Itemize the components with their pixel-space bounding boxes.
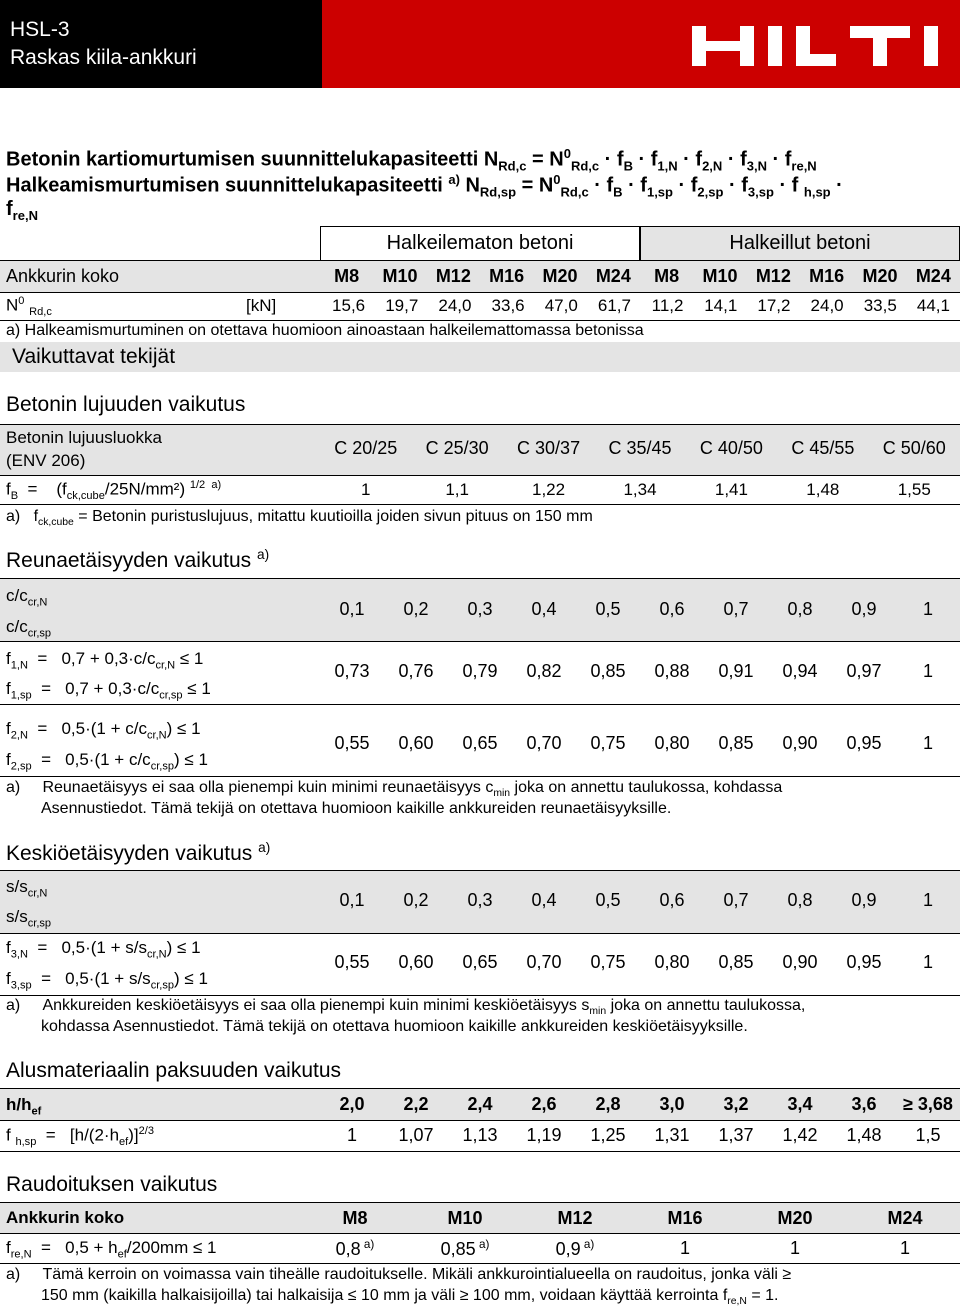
uncracked-header: Halkeilematon betoni xyxy=(320,226,640,260)
formula-1-label: Betonin kartiomurtumisen suunnittelukapasiteetti xyxy=(6,148,479,171)
fb-formula: $f_B$ = $(f_{ck,cube}/25N/mm^2)$ $^{1/2 a)}$ xyxy=(6,479,222,503)
reinf-note-2-wrap: 150 mm (kaikilla halkaisijoilla) tai halkaisija ≤ 10 mm ja väli ≥ 100 mm, voidaan käyttää kerrointa $f_{re,N} = 1$. xyxy=(41,1287,779,1308)
fhsp-value: 1,42 xyxy=(782,1125,818,1145)
hilti-logo-icon xyxy=(692,26,944,66)
size-cell: M24 xyxy=(595,266,631,286)
f2sp-formula: $f_{2,sp} = 0,5\cdot(1 + c/c_{cr,sp}) \le 1$ xyxy=(6,750,208,773)
product-code: HSL-3 xyxy=(10,18,70,41)
strength-class: C 30/37 xyxy=(517,438,581,458)
f2-row xyxy=(0,713,960,777)
f3-value: 0,85 xyxy=(718,952,754,972)
spacing-ratio: 0,6 xyxy=(659,890,685,910)
influencing-title: Vaikuttavat tekijät xyxy=(12,345,176,368)
freN-value: 0,85 $^{a)}$ xyxy=(440,1238,490,1259)
f3-value: 0,60 xyxy=(398,952,434,972)
freN-value: 1 xyxy=(899,1238,910,1258)
capacity-value: 24,0 xyxy=(438,296,472,315)
f1-row xyxy=(0,641,960,705)
spacing-ratio: 0,9 xyxy=(851,890,877,910)
thickness-ratio-row xyxy=(0,1088,960,1121)
f3-value: 1 xyxy=(922,952,933,972)
size-cell: M20 xyxy=(862,266,898,286)
thickness-ratio: 3,2 xyxy=(723,1094,749,1114)
f1sp-formula: $f_{1,sp} = 0,7 + 0,3\cdot c/c_{cr,sp} \le 1$ xyxy=(6,679,211,702)
capacity-note: a) Halkeamismurtuminen on otettava huomioon ainoastaan halkeilemattomassa betonissa xyxy=(6,322,644,339)
capacity-value: 17,2 xyxy=(757,296,791,315)
f3-value: 0,55 xyxy=(334,952,370,972)
f3-value: 0,80 xyxy=(654,952,690,972)
size-cell: M24 xyxy=(915,266,951,286)
thickness-ratio: 2,2 xyxy=(403,1094,429,1114)
f1-value: 0,94 xyxy=(782,661,818,681)
f2n-formula: $f_{2,N} = 0,5\cdot(1 + c/c_{cr,N}) \le 1$ xyxy=(6,719,201,742)
spacing-ratio-row xyxy=(0,870,960,934)
formula-2-label: Halkeamismurtumisen suunnittelukapasiteetti xyxy=(6,174,443,197)
freN-formula: $f_{re,N} = 0,5 + h_{ef}/200mm \le 1$ xyxy=(6,1238,217,1261)
f2-value: 0,70 xyxy=(526,733,562,753)
edge-title: Reunaetäisyyden vaikutus $^{a)}$ xyxy=(6,547,270,572)
f2-value: 0,65 xyxy=(462,733,498,753)
thickness-ratio: 2,8 xyxy=(595,1094,621,1114)
thickness-ratio: 2,0 xyxy=(339,1094,365,1114)
f2-value: 0,55 xyxy=(334,733,370,753)
capacity-value: 15,6 xyxy=(332,296,366,315)
spacing-ratio: 1 xyxy=(922,890,933,910)
strength-class: C 50/60 xyxy=(882,438,946,458)
fhsp-value: 1,25 xyxy=(590,1125,626,1145)
edge-ratio: 1 xyxy=(922,599,933,619)
influencing-bar xyxy=(0,342,960,372)
f3-value: 0,95 xyxy=(846,952,882,972)
edge-ratio: 0,9 xyxy=(851,599,877,619)
thickness-ratio: 3,0 xyxy=(659,1094,685,1114)
strength-class-row xyxy=(0,424,960,476)
reinforcement-title: Raudoituksen vaikutus xyxy=(6,1173,218,1196)
fhsp-value: 1,37 xyxy=(718,1125,754,1145)
capacity-value: 19,7 xyxy=(385,296,419,315)
capacity-value: 24,0 xyxy=(810,296,844,315)
f1-value: 0,97 xyxy=(846,661,882,681)
f2-value: 0,95 xyxy=(846,733,882,753)
reinf-size: M8 xyxy=(342,1208,368,1228)
nrdc-row xyxy=(0,292,960,321)
strength-value: 1,1 xyxy=(445,480,469,499)
spacing-title-text: Keskiöetäisyyden vaikutus xyxy=(6,842,253,865)
thickness-ratio: 2,6 xyxy=(531,1094,557,1114)
edge-ratio-row xyxy=(0,578,960,642)
f3-value: 0,70 xyxy=(526,952,562,972)
f1-value: 1 xyxy=(922,661,933,681)
spacing-title: Keskiöetäisyyden vaikutus $^{a)}$ xyxy=(6,840,271,865)
f2-value: 0,60 xyxy=(398,733,434,753)
spacing-ratio: 0,3 xyxy=(467,890,493,910)
capacity-value: 33,5 xyxy=(863,296,897,315)
strength-value-row xyxy=(0,475,960,505)
strength-class: C 40/50 xyxy=(699,438,763,458)
size-cell: M16 xyxy=(489,266,525,286)
freN-value: 1 xyxy=(679,1238,690,1258)
thickness-ratio: 3,4 xyxy=(787,1094,813,1114)
f1-value: 0,88 xyxy=(654,661,690,681)
fhsp-formula: f $_{h,sp} = [h/(2\cdot h_{ef})]^{2/3}$ xyxy=(6,1125,154,1149)
formula-splitting-failure: Halkeamismurtumisen suunnittelukapasiteetti $^{a)}$ $N_{Rd,sp} = N^0_{Rd,c} \cdot f_B \cdot f_{1,sp} \cdot f_{2,sp} \cdot f_{3,sp} \cdot f$ $_{h,sp}$ · xyxy=(6,172,843,200)
f1-value: 0,73 xyxy=(334,661,370,681)
size-row xyxy=(0,260,960,293)
f1-value: 0,76 xyxy=(398,661,434,681)
edge-ratio: 0,4 xyxy=(531,599,557,619)
formula-splitting-cont: $f_{re,N}$ xyxy=(6,198,38,223)
spacing-note: a) Ankkureiden keskiöetäisyys ei saa olla pienempi kuin minimi keskiöetäisyys $s_{min}$ joka on annettu taulukossa, xyxy=(6,997,806,1018)
s-scrn-label: $s/s_{cr,N}$ xyxy=(6,877,48,900)
edge-ratio: 0,5 xyxy=(595,599,621,619)
edge-note-1: Reunaetäisyys ei saa olla pienempi kuin minimi reunaetäisyys c xyxy=(42,779,494,796)
f1-value: 0,79 xyxy=(462,661,498,681)
size-cell: M8 xyxy=(334,266,360,286)
spacing-note-1: Ankkureiden keskiöetäisyys ei saa olla pienempi kuin minimi keskiöetäisyys s xyxy=(42,997,590,1014)
edge-ratio: 0,1 xyxy=(339,599,365,619)
freN-value: 1 xyxy=(789,1238,800,1258)
size-cell: M10 xyxy=(702,266,738,286)
f1-value: 0,82 xyxy=(526,661,562,681)
formula-cone-failure: Betonin kartiomurtumisen suunnittelukapasiteetti $N_{Rd,c} = N^0_{Rd,c} \cdot f_B \cdot f_{1,N} \cdot f_{2,N} \cdot f_{3,N} \cdot f_{re,N}$ xyxy=(6,146,817,174)
capacity-value: 61,7 xyxy=(597,296,631,315)
size-cell: M12 xyxy=(755,266,791,286)
spacing-ratio: 0,4 xyxy=(531,890,557,910)
f3-value: 0,75 xyxy=(590,952,626,972)
f3n-formula: $f_{3,N} = 0,5\cdot(1 + s/s_{cr,N}) \le 1$ xyxy=(6,938,201,961)
edge-note-2: Asennustiedot. Tämä tekijä on otettava huomioon kaikille ankkureiden reunaetäisyyksille. xyxy=(41,800,672,817)
size-cell: M16 xyxy=(809,266,845,286)
freN-value: 0,9 $^{a)}$ xyxy=(555,1238,595,1259)
reinf-size: M16 xyxy=(667,1208,703,1228)
f2-value: 1 xyxy=(922,733,933,753)
f3sp-formula: $f_{3,sp} = 0,5\cdot(1 + s/s_{cr,sp}) \le 1$ xyxy=(6,969,208,992)
capacity-value: 14,1 xyxy=(704,296,738,315)
cracked-header: Halkeillut betoni xyxy=(640,226,960,260)
size-cell: M8 xyxy=(654,266,680,286)
strength-class: C 45/55 xyxy=(791,438,855,458)
edge-ratio: 0,6 xyxy=(659,599,685,619)
strength-class-std: (ENV 206) xyxy=(6,451,86,470)
strength-class: C 35/45 xyxy=(608,438,672,458)
fhsp-row xyxy=(0,1120,960,1152)
size-cell: M12 xyxy=(435,266,471,286)
strength-class: C 25/30 xyxy=(425,438,489,458)
spacing-ratio: 0,8 xyxy=(787,890,813,910)
nrdc-label: $N^0$ $_{Rd,c}$ xyxy=(6,295,52,319)
page-header xyxy=(0,0,960,88)
fhsp-value: 1,31 xyxy=(654,1125,690,1145)
s-scrsp-label: $s/s_{cr,sp}$ xyxy=(6,907,52,930)
fhsp-value: 1,19 xyxy=(526,1125,562,1145)
spacing-ratio: 0,7 xyxy=(723,890,749,910)
f2-value: 0,85 xyxy=(718,733,754,753)
spacing-note-1b: joka on annettu taulukossa, xyxy=(610,997,806,1014)
edge-ratio: 0,8 xyxy=(787,599,813,619)
size-label: Ankkurin koko xyxy=(6,266,120,286)
thickness-ratio: 2,4 xyxy=(467,1094,493,1114)
size-cell: M10 xyxy=(382,266,418,286)
strength-class-label: Betonin lujuusluokka xyxy=(6,428,162,447)
reinf-size: M20 xyxy=(777,1208,813,1228)
edge-title-text: Reunaetäisyyden vaikutus xyxy=(6,549,252,572)
strength-note-text: Betonin puristuslujuus, mitattu kuutioilla joiden sivun pituus on 150 mm xyxy=(92,508,593,525)
edge-ratio: 0,7 xyxy=(723,599,749,619)
strength-value: 1,41 xyxy=(714,480,748,499)
f3-value: 0,90 xyxy=(782,952,818,972)
f1-value: 0,85 xyxy=(590,661,626,681)
product-title-block xyxy=(0,0,322,88)
thickness-ratio: ≥ 3,68 xyxy=(903,1094,953,1114)
strength-value: 1,22 xyxy=(532,480,566,499)
strength-value: 1,34 xyxy=(623,480,657,499)
edge-ratio: 0,3 xyxy=(467,599,493,619)
spacing-ratio: 0,5 xyxy=(595,890,621,910)
brand-bar xyxy=(322,0,960,88)
reinf-size-row xyxy=(0,1202,960,1234)
f2-value: 0,75 xyxy=(590,733,626,753)
edge-ratio: 0,2 xyxy=(403,599,429,619)
h-hef-label: $h/h_{ef}$ xyxy=(6,1095,42,1118)
reinf-note: a) Tämä kerroin on voimassa vain tiheälle raudoitukselle. Mikäli ankkurointialueella on raudoitus, jonka väli ≥ xyxy=(6,1266,792,1283)
reinf-size: M10 xyxy=(447,1208,483,1228)
spacing-ratio: 0,1 xyxy=(339,890,365,910)
f3-value: 0,65 xyxy=(462,952,498,972)
fhsp-value: 1,13 xyxy=(462,1125,498,1145)
capacity-value: 47,0 xyxy=(544,296,578,315)
reinf-size-label: Ankkurin koko xyxy=(6,1208,125,1227)
spacing-note-2: kohdassa Asennustiedot. Tämä tekijä on otettava huomioon kaikille ankkureiden keskiöetäisyyksille. xyxy=(41,1018,748,1035)
reinf-size: M12 xyxy=(557,1208,593,1228)
strength-value: 1,55 xyxy=(897,480,931,499)
f2-value: 0,80 xyxy=(654,733,690,753)
edge-note-1b: joka on annettu taulukossa, kohdassa xyxy=(514,779,783,796)
reinf-note-2: 150 mm (kaikilla halkaisijoilla) tai halkaisija ≤ 10 mm ja väli ≥ 100 mm, voidaan käyttää kerrointa f xyxy=(41,1287,728,1304)
strength-value: 1,48 xyxy=(806,480,840,499)
fhsp-value: 1,48 xyxy=(846,1125,882,1145)
freN-row xyxy=(0,1233,960,1264)
reinf-size: M24 xyxy=(887,1208,923,1228)
freN-value: 0,8 $^{a)}$ xyxy=(335,1238,375,1259)
strength-class: C 20/25 xyxy=(334,438,398,458)
edge-note: a) Reunaetäisyys ei saa olla pienempi kuin minimi reunaetäisyys $c_{min}$ joka on annettu taulukossa, kohdassa xyxy=(6,779,783,800)
size-cell: M20 xyxy=(542,266,578,286)
fhsp-value: 1,07 xyxy=(398,1125,434,1145)
fhsp-value: 1 xyxy=(346,1125,357,1145)
thickness-title: Alusmateriaalin paksuuden vaikutus xyxy=(6,1059,342,1082)
reinf-note-1: Tämä kerroin on voimassa vain tiheälle raudoitukselle. Mikäli ankkurointialueella on raudoitus, jonka väli ≥ xyxy=(42,1266,792,1283)
f2-value: 0,90 xyxy=(782,733,818,753)
product-name: Raskas kiila-ankkuri xyxy=(10,46,197,69)
fhsp-value: 1,5 xyxy=(915,1125,941,1145)
strength-note: a) $f_{ck,cube}$ = Betonin puristuslujuus, mitattu kuutioilla joiden sivun pituus on 150 mm xyxy=(6,508,593,529)
capacity-value: 44,1 xyxy=(916,296,950,315)
spacing-ratio: 0,2 xyxy=(403,890,429,910)
strength-title: Betonin lujuuden vaikutus xyxy=(6,393,246,416)
f1-value: 0,91 xyxy=(718,661,754,681)
f3-row xyxy=(0,933,960,996)
c-ccrn-label: $c/c_{cr,N}$ xyxy=(6,586,48,609)
capacity-value: 33,6 xyxy=(491,296,525,315)
thickness-ratio: 3,6 xyxy=(851,1094,877,1114)
f1n-formula: $f_{1,N} = 0,7 + 0,3\cdot c/c_{cr,N} \le 1$ xyxy=(6,649,204,672)
capacity-value: 11,2 xyxy=(651,296,684,315)
c-ccrsp-label: $c/c_{cr,sp}$ xyxy=(6,617,52,640)
nrdc-unit: [kN] xyxy=(246,296,277,315)
strength-value: 1 xyxy=(360,480,371,499)
